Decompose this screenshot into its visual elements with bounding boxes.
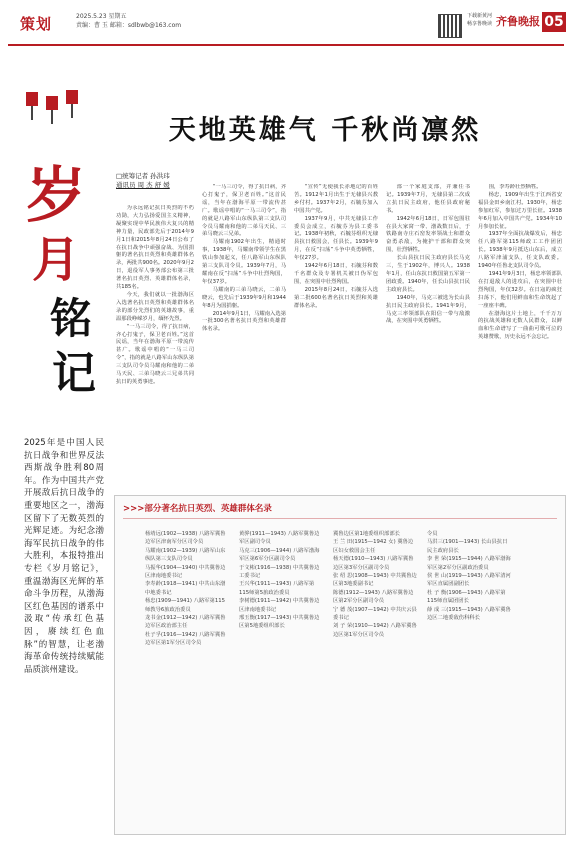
body-column-1	[116, 205, 194, 489]
roster-entry: 杨靖远(1902—1938) 八路军冀鲁边军区津南军分区司令员	[145, 531, 226, 546]
roster-column-4	[427, 530, 511, 752]
banner-char-3: 铭	[50, 294, 93, 343]
flag-icon	[66, 90, 78, 104]
body-column-3	[294, 184, 378, 489]
roster-entry: 宁 德 茂(1907—1942) 中共庆云县委书记	[333, 606, 417, 622]
newspaper-brand: 齐鲁晚报	[496, 15, 540, 28]
roster-column-3	[333, 530, 417, 752]
slogan-line-2: 畅享鲁晚读	[467, 21, 493, 27]
banner-char-4: 记	[52, 348, 96, 399]
qr-code-icon[interactable]	[438, 14, 462, 38]
paragraph: 2014年9月1日，马耀南入选第一批300名著名抗日英烈和英雄群体名录。	[202, 310, 286, 333]
column-banner	[22, 84, 96, 409]
roster-title: >>>部分著名抗日英烈、英雄群体名录	[123, 504, 272, 514]
header-divider	[8, 44, 564, 46]
paragraph: “一马三司令，得了抗日病，齐心打鬼子，保卫老百姓。”这首民谣，当年在渤海平原一带流传甚广。歌谣中唱的“一马三司令”，指的就是八路军山东纵队第三支队司令员马耀南和他的二弟马天民、三弟马晓云三兄弟。	[202, 184, 286, 238]
roster-entry: 刘 子 荣(1910—1942) 八路军冀鲁边区第1军分区司令员	[333, 623, 417, 638]
roster-entry: 邢玉衡(1917—1943) 中共冀鲁边区第5地委组织部长	[239, 615, 320, 630]
roster-entry: 于文彬(1916—1938) 中共冀鲁边工委书记	[239, 564, 320, 580]
roster-entry: 马振华(1904—1940) 中共冀鲁边区津南地委书记	[145, 564, 226, 580]
article-headline: 天地英雄气 千秋尚凛然	[168, 115, 482, 146]
roster-entry: 马洪三(1901—1943) 长山县抗日民主政府县长	[427, 539, 508, 554]
roster-entry: 黄骅(1911—1943) 八路军冀鲁边军区副司令员	[239, 531, 320, 546]
roster-column-1	[145, 530, 229, 752]
paragraph: “宣传”无使我长赤地记的百姓苦。1912年1月出生于无棣县兴教乡付村。1937年2月，石毓芬加入中国共产党。	[294, 184, 378, 214]
body-column-4	[386, 184, 470, 489]
roster-entry: 杨忠(1909—1941) 八路军第115师教导6旅政治委员	[145, 598, 225, 613]
paragraph: 部一个家庭支部，并兼任书记。1939年7月，无棣县第二次成立抗日民主政府，他任县政府秘书。	[386, 184, 470, 214]
paragraph: 1937年9月，中共无棣县工作委员会成立，石毓芬为县工委书记。1938年初秋，石毓芬组织无棣县抗日救国会，任县长。1939年9月，在反“扫荡”斗争中英勇牺牲，年仅27岁。	[294, 215, 378, 262]
byline-reporter: □统筹记者 孙洪玮	[116, 172, 170, 180]
page-header	[0, 0, 569, 52]
roster-entry: 张 绍 思(1908—1943) 中共冀鲁边区第3地委副书记	[333, 573, 417, 588]
banner-char-1: 岁	[26, 161, 86, 231]
flag-icon	[26, 92, 38, 106]
paragraph: 1942年6月18日，日军包围驻在县大家窝一带、渤战数日后，于铁路南寺庄石窑发率领战士和群众奋勇杀敌，为掩护干部和群众突围，壮烈牺牲。	[386, 215, 470, 254]
body-column-5	[478, 184, 562, 489]
roster-entry: 杜 子 衡(1906—1943) 八路军第115师直属团团长	[427, 589, 506, 605]
paragraph: 围，李寿龄壮烈牺牲。	[488, 184, 542, 190]
roster-entry: 陈德(1912—1943) 八路军冀鲁边区第2军分区副司令员	[333, 589, 414, 605]
roster-entry: 李树德(1911—1942) 中共冀鲁边区津南地委书记	[239, 598, 320, 613]
body-column-2	[202, 184, 286, 489]
byline-correspondents: 通讯员 周 杰 舒 媛	[116, 181, 170, 189]
section-tag: 策划	[19, 15, 52, 33]
paragraph: 为永远铭记抗日英烈的不朽功勋，大力弘扬爱国主义精神，凝聚实现中华民族伟大复兴的精神力量，民政部先后于2014年9月1日和2015年8月24日公布了在抗日战争中顽强奋战、为国捐躯的著名抗日英烈和英雄群体名录，两批共900名。2020年9月2日，退役军人事务部公布第三批著名抗日英烈、英雄群体名录，共185名。	[116, 205, 194, 291]
roster-entry: 冀鲁边区第1地委组织部部长	[333, 531, 400, 537]
header-meta	[76, 12, 181, 30]
column-introduction: 2025年是中国人民抗日战争和世界反法西斯战争胜利80周年。作为中国共产党开展敌后抗日战争的重要地区之一，渤海区留下了无数英烈的光辉足迹。为纪念渤海军民抗日战争的伟大胜利，本报特推出专栏《岁月铭记》，重温渤海区光辉的革命斗争历程，从渤海区红色基因的谱系中汲取“传承红色基因，赓续红色血脉”的智慧，让老渤海革命传统持续赋能品质滨州建设。	[24, 438, 104, 675]
paragraph: 1937年全面抗战爆发后，杨忠任八路军第115师政工工作团团长。1938年9月抵达山东后，成立八路军津浦支队，任支队政委。1940年任鲁北支队司令员。	[478, 231, 562, 270]
roster-entry: 龙书金(1912—1942) 八路军冀鲁边军区政治部主任	[145, 615, 226, 630]
roster-entry: 令员	[427, 531, 438, 537]
banner-char-2: 月	[32, 232, 81, 288]
roster-entry: 侯 世 山(1919—1943) 八路军清河军区直属团副团长	[427, 573, 511, 588]
paragraph: 马耀南1902年出生，精通时事，1938年，马耀南带领学生在黑铁山参加起义，任八路军山东纵队第三支队司令员。1939年7月，马耀南在反“扫荡”斗争中壮烈殉国，年仅37岁。	[202, 239, 286, 285]
issue-date: 2025.5.23 星期五	[76, 13, 127, 20]
roster-entry: 马耀南(1902—1939) 八路军山东纵队第三支队司令员	[145, 547, 226, 563]
paragraph: 今天，我们就以一批渤海区入选著名抗日英烈和英雄群体名录的部分先烈们的英雄故事，重温那段峥嵘岁月，缅怀先烈。	[116, 291, 194, 322]
slogan-line-1: 下载新黄河	[467, 13, 493, 19]
paragraph: 1941年9月3日，杨忠率领部队在打退敌人的进攻后，在突围中壮烈殉国，年仅32岁。在日寇的疯狂扫荡下，他们用鲜血和生命筑起了一座座丰碑。	[478, 270, 562, 309]
roster-entry: 薛 成 三(1915—1943) 八路军冀鲁边区二地委敌伤科科长	[427, 606, 511, 622]
roster-entry: 王 兰 田(1915—1942 女) 冀鲁边区妇女救国会主任	[333, 539, 414, 554]
page-number: 05	[542, 12, 566, 32]
roster-divider	[123, 518, 557, 519]
paragraph: 长山县抗日民主政府县长马克三，生于1902年，博兴人。1938年1月，任山东抗日救国第五军第一团政委。1940年，任长山县抗日民主政府县长。	[386, 255, 470, 293]
paragraph: 马耀南的三弟马晓云，二弟马晓云，也先后于1939年9月和1944年8月为国捐躯。	[202, 286, 286, 309]
roster-entry: 马克三(1906—1944) 八路军渤海军区第6军分区副司令员	[239, 547, 320, 563]
paragraph: 杨忠，1909年出生于江西省安福县金田乡南江村。1930年，杨忠参加红军，参加过万里长征。1938年6月加入中国共产党。1934年10月参加长征。	[478, 191, 562, 230]
martyrs-roster-box	[114, 495, 566, 835]
flag-icon	[46, 96, 58, 110]
paragraph: 在渤海这片土地上，千千万万的抗战英雄和无数人民群众，以鲜血和生命谱写了一曲曲可歌可泣的英雄赞歌，历史永远不会忘记。	[478, 310, 562, 341]
paragraph: “一马三司令，得了抗日病，齐心打鬼子，保卫老百姓。”这首民谣，当年在渤海平原一带流传甚广。歌谣中唱的“一马三司令”，指的就是八路军山东纵队第三支队司令员马耀南和他的二弟马天民、三弟马晓云三兄弟共同抗日的英勇事迹。	[116, 323, 194, 385]
paragraph: 1942年6月18日，石毓芬和数千名群众及专署机关被日伪军包围，在突围中壮烈殉国。	[294, 263, 378, 285]
paragraph: 2015年8月24日，石毓芬入选第二批600名著名抗日英烈和英雄群体名录。	[294, 286, 378, 309]
header-slogan	[467, 12, 492, 28]
roster-entry: 李寿龄(1918—1941) 中共山东渤中地委书记	[145, 581, 226, 596]
editor-line: 责编：曹 玉 邮箱：sdlbwb@163.com	[76, 22, 182, 29]
roster-entry: 杨天德(1910—1943) 八路军冀鲁边区第3军分区副司令员	[333, 556, 414, 571]
roster-column-2	[239, 530, 323, 752]
flag-icon-group	[24, 90, 88, 120]
roster-entry: 李 世 荣(1915—1944) 八路军渤海军区第2军分区副政治委员	[427, 556, 511, 571]
roster-entry: 王兴华(1911—1943) 八路军第115师第5旅政治委员	[239, 581, 315, 596]
roster-entry: 杜子孚(1916—1942) 八路军冀鲁边军区第1军分区司令员	[145, 631, 226, 647]
paragraph: 1940年，马克三被选为长山县抗日民主政府县长。1941年9月，马克三率领部队在阳信一带与敌激战，在突围中英勇牺牲。	[386, 294, 470, 325]
